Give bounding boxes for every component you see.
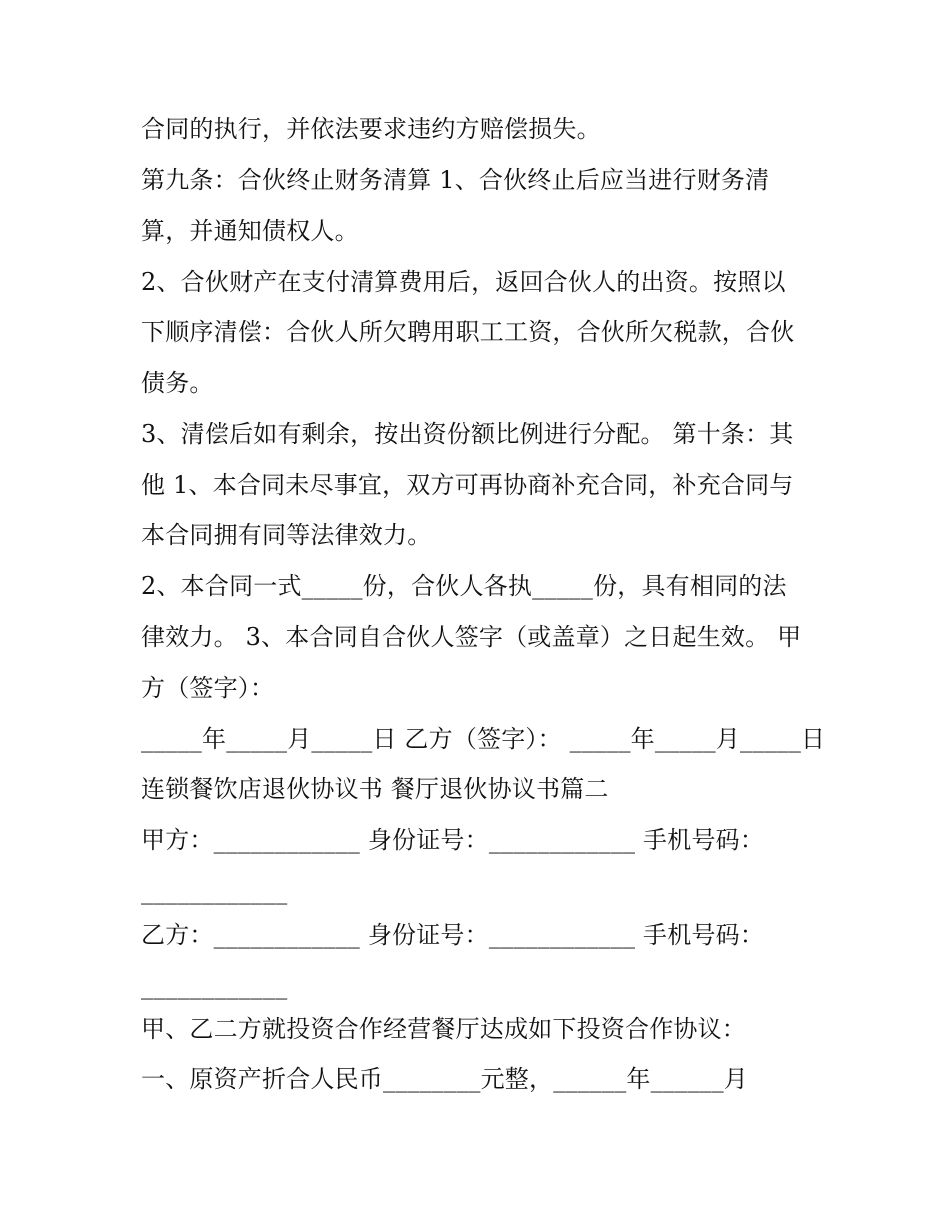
text-line: 算，并通知债权人。: [141, 217, 359, 245]
text-line: 一、原资产折合人民币________元整，______年______月: [141, 1065, 748, 1093]
signature-date-line: _____年_____月_____日 乙方（签字）： _____年_____月_____日: [141, 725, 826, 753]
text-line: 他 1、本合同未尽事宜，双方可再协商补充合同，补充合同与: [141, 471, 794, 499]
text-line: 本合同拥有同等法律效力。: [141, 521, 432, 549]
text-line: 2、本合同一式_____份，合伙人各执_____份，具有相同的法: [141, 572, 787, 600]
text-line: 第九条：合伙终止财务清算 1、合伙终止后应当进行财务清: [141, 166, 770, 194]
text-line: 甲、乙二方就投资合作经营餐厅达成如下投资合作协议：: [141, 1015, 746, 1043]
text-line: 方（签字）：: [141, 674, 275, 702]
text-line: 2、合伙财产在支付清算费用后，返回合伙人的出资。按照以: [141, 268, 786, 296]
text-line: 债务。: [141, 369, 214, 397]
party-b-line: 乙方：____________ 身份证号：____________ 手机号码：: [141, 921, 765, 949]
text-line: 3、清偿后如有剩余，按出资份额比例进行分配。 第十条：其: [141, 420, 794, 448]
text-line: 下顺序清偿：合伙人所欠聘用职工工资，合伙所欠税款，合伙: [141, 318, 795, 346]
blank-line: ____________: [141, 972, 288, 1000]
section-heading: 连锁餐饮店退伙协议书 餐厅退伙协议书篇二: [141, 775, 609, 803]
text-line: 律效力。 3、本合同自合伙人签字（或盖章）之日起生效。 甲: [141, 623, 802, 651]
text-line: 合同的执行，并依法要求违约方赔偿损失。: [141, 115, 601, 143]
blank-line: ____________: [141, 877, 288, 905]
party-a-line: 甲方：____________ 身份证号：____________ 手机号码：: [141, 826, 765, 854]
